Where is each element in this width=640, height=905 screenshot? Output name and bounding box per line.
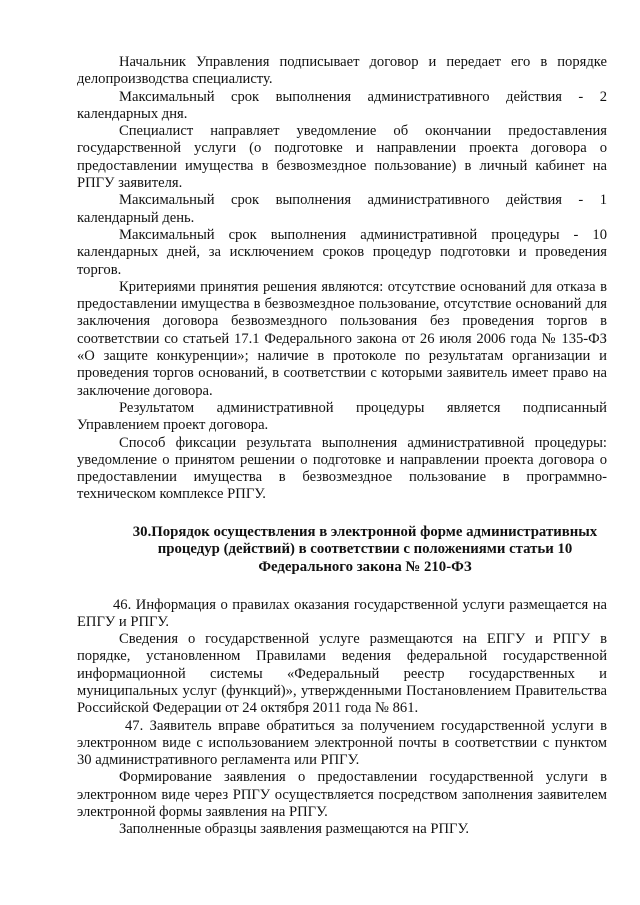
section-heading-line-3: Федерального закона № 210-ФЗ [258,558,472,575]
paragraph-service-info: Сведения о государственной услуге размещаются на ЕПГУ и РПГУ в порядке, установленном Правилами ведения федеральной государственной информационной системы «Федеральный реестр государственных и муниципальных услуг (функций)», утвержденными Постановлением Правительства Российской Федерации от 24 октября 2011 года № 861. [77,631,607,717]
paragraph-application-samples: Заполненные образцы заявления размещаются на РПГУ. [119,821,470,838]
paragraph-max-term-1-day: Максимальный срок выполнения административного действия - 1 календарный день. [77,192,607,226]
paragraph-notification: Специалист направляет уведомление об окончании предоставления государственной услуги (о подготовке и направлении проекта договора о предоставлении имущества в безвозмездное пользование) в личный кабинет на РПГУ заявителя. [77,123,607,192]
document-page [77,54,607,839]
section-heading-line-1: 30.Порядок осуществления в электронной форме административных [132,523,598,540]
paragraph-max-term-10-days: Максимальный срок выполнения административной процедуры - 10 календарных дней, за исключением сроков процедур подготовки и проведения торгов. [77,226,607,278]
section-heading [77,524,607,577]
paragraph-application-forming: Формирование заявления о предоставлении государственной услуги в электронном виде через РПГУ осуществляется посредством заполнения заявителем электронной формы заявления на РПГУ. [77,769,607,821]
paragraph-46: 46. Информация о правилах оказания государственной услуги размещается на ЕПГУ и РПГУ. [77,596,607,630]
paragraph-result-fixation: Способ фиксации результата выполнения административной процедуры: уведомление о принятом решении о подготовке и направлении проекта договора о предоставлении имущества в безвозмездное пользование в программно-техническом комплексе РПГУ. [77,434,607,503]
paragraph-signing: Начальник Управления подписывает договор и передает его в порядке делопроизводства специалисту. [77,54,607,88]
section-heading-line-2: процедур (действий) в соответствии с положениями статьи 10 [157,541,573,558]
paragraph-procedure-result: Результатом административной процедуры является подписанный Управлением проект договора. [77,399,607,434]
paragraph-max-term-2-days: Максимальный срок выполнения административного действия - 2 календарных дня. [77,88,607,122]
paragraph-47: 47. Заявитель вправе обратиться за получением государственной услуги в электронном виде с использованием электронной почты в соответствии с пунктом 30 административного регламента или РПГУ. [77,717,607,769]
paragraph-decision-criteria: Критериями принятия решения являются: отсутствие оснований для отказа в предоставлении имущества в безвозмездное пользование, отсутствие оснований для заключения договора безвозмездного пользования без проведения торгов в соответствии со статьей 17.1 Федерального закона от 26 июля 2006 года № 135-ФЗ «О защите конкуренции»; наличие в протоколе по результатам организации и проведения торгов оснований, в соответствии с которыми заявитель имеет право на заключение договора. [77,278,607,399]
